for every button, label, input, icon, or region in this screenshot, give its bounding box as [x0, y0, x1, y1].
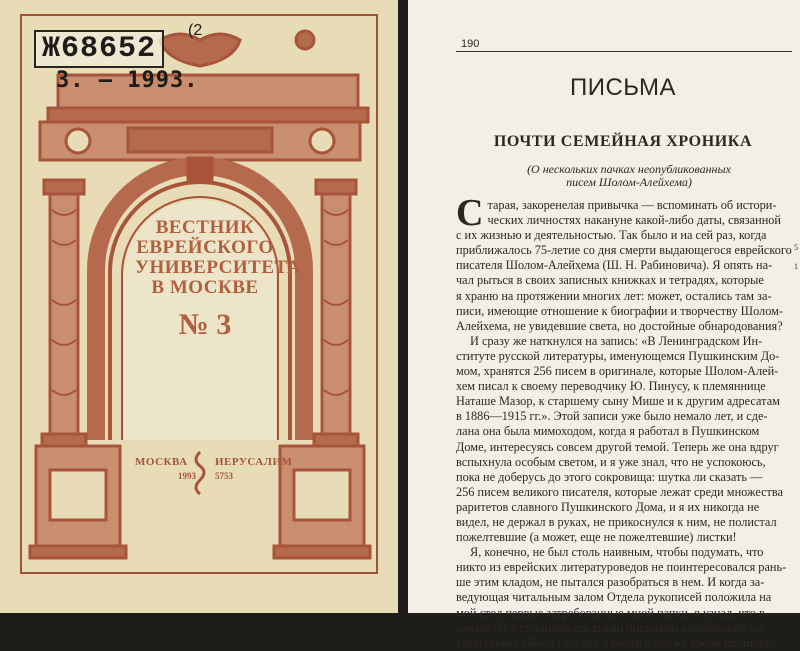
article-body [456, 192, 798, 651]
body-line: пожелтевшие (а может, еще не пожелтевшие) листки! [456, 530, 737, 545]
book-cover [0, 0, 398, 613]
body-line: я храню на протяжении многих лет: может, остались там за- [456, 288, 772, 303]
body-line: 256 писем великого писателя, которые лежат среди множества [456, 484, 784, 499]
cover-title-line: ЕВРЕЙСКОГО [136, 237, 274, 258]
cover-city-moscow: МОСКВА [135, 456, 188, 468]
body-line: ческих личностях накануне какой-либо даты, связанной [487, 213, 782, 228]
body-line: чал рыться в своих записных книжках и тетрадях, которые [456, 273, 764, 288]
body-line: в 1886—1915 гг.». Этой записи уже было немало лет, и сде- [456, 409, 768, 424]
cover-year-gregorian: 1993 [178, 471, 196, 481]
cover-title-line: УНИВЕРСИТЕТА [135, 257, 301, 278]
margin-mark: 1 [794, 262, 798, 271]
body-line: мой стол первые затребованные мной папки, я узнал, что в [456, 605, 765, 620]
body-line: Я, конечно, не был столь наивным, чтобы подумать, что [470, 545, 764, 560]
cover-issue-number: № 3 [178, 308, 232, 341]
body-line: лана она была мимоходом, когда я работал в Пушкинском [456, 424, 760, 439]
page-number: 190 [461, 38, 480, 50]
body-line: Алейхема, не увидевшие света, но достойные обнародования? [456, 318, 783, 333]
book-page [408, 0, 800, 650]
body-line: хем писал к своему переводчику Ю. Пинусу, к племяннице [456, 379, 766, 394]
body-line: с их жизнью и деятельностью. Так было и на сей раз, когда [456, 228, 767, 243]
cover-title [135, 217, 301, 298]
cover-city-jerusalem: ИЕРУСАЛИМ [215, 456, 293, 468]
subtitle-line: писем Шолом-Алейхема) [566, 175, 692, 189]
body-line: И сразу же наткнулся на запись: «В Ленинградском Ин- [470, 333, 763, 348]
body-line: вспыхнула особым светом, и я уже знал, что не успокоюсь, [456, 454, 766, 469]
body-line: ше этим кладом, не пытался разобраться в нем. И когда за- [456, 575, 765, 590]
article-title: ПОЧТИ СЕМЕЙНАЯ ХРОНИКА [493, 133, 753, 150]
subtitle-line: (О нескольких пачках неопубликованных [527, 162, 731, 176]
margin-mark: 5 [794, 243, 798, 252]
body-line: раритетов славного Пушкинского Дома, и я их никогда не [456, 499, 760, 514]
library-stamp-superscript: (2 [188, 22, 203, 39]
cover-year-hebrew: 5753 [215, 471, 233, 481]
body-line: мом, хранятся 256 писем в оригинале, которые Шолом-Алей- [456, 364, 779, 379]
body-line: тарая, закоренелая привычка — вспоминать об истори- [487, 198, 777, 212]
library-stamp-date: 3. – 1993. [56, 68, 199, 93]
body-line: начале 60-х гг. занимался этими письмами харьковский ли- [456, 620, 766, 635]
body-line: пока не доберусь до этого сокровища: шутка ли сказать — [456, 469, 763, 484]
body-line: ституте русской литературы, именующемся Пушкинским До- [456, 348, 780, 363]
body-line: приближалось 75-летие со дня смерти выдающегося еврейского [456, 243, 792, 258]
cover-title-line: В МОСКВЕ [151, 277, 259, 298]
cover-title-line: ВЕСТНИК [155, 217, 255, 238]
body-line: Доме, интересуясь совсем другой темой. Теперь же она вдруг [456, 439, 779, 454]
section-title: ПИСЬМА [569, 74, 677, 101]
body-line: никто из еврейских литературоведов не поинтересовался рань- [456, 560, 787, 575]
body-line: ведующая читальным залом Отдела рукописей положила на [456, 590, 772, 605]
article-subtitle [504, 163, 754, 189]
body-line: тературовед Ойзер Гольдес и почти в это же время их листал [456, 635, 776, 650]
header-rule [456, 51, 792, 52]
drop-cap: С [456, 192, 484, 234]
body-line: видел, не держал в руках, не прикоснулся к ним, не полистал [456, 514, 777, 529]
body-line: писи, имеющие отношение к биографии и творчеству Шолом- [456, 303, 783, 318]
body-line: Наташе Мазор, к старшему сыну Мише и к другим адресатам [456, 394, 780, 409]
library-stamp-number: Ж68652 [34, 30, 164, 68]
body-line: писателя Шолом-Алейхема (Ш. Н. Рабиновича). Я опять на- [456, 258, 773, 273]
